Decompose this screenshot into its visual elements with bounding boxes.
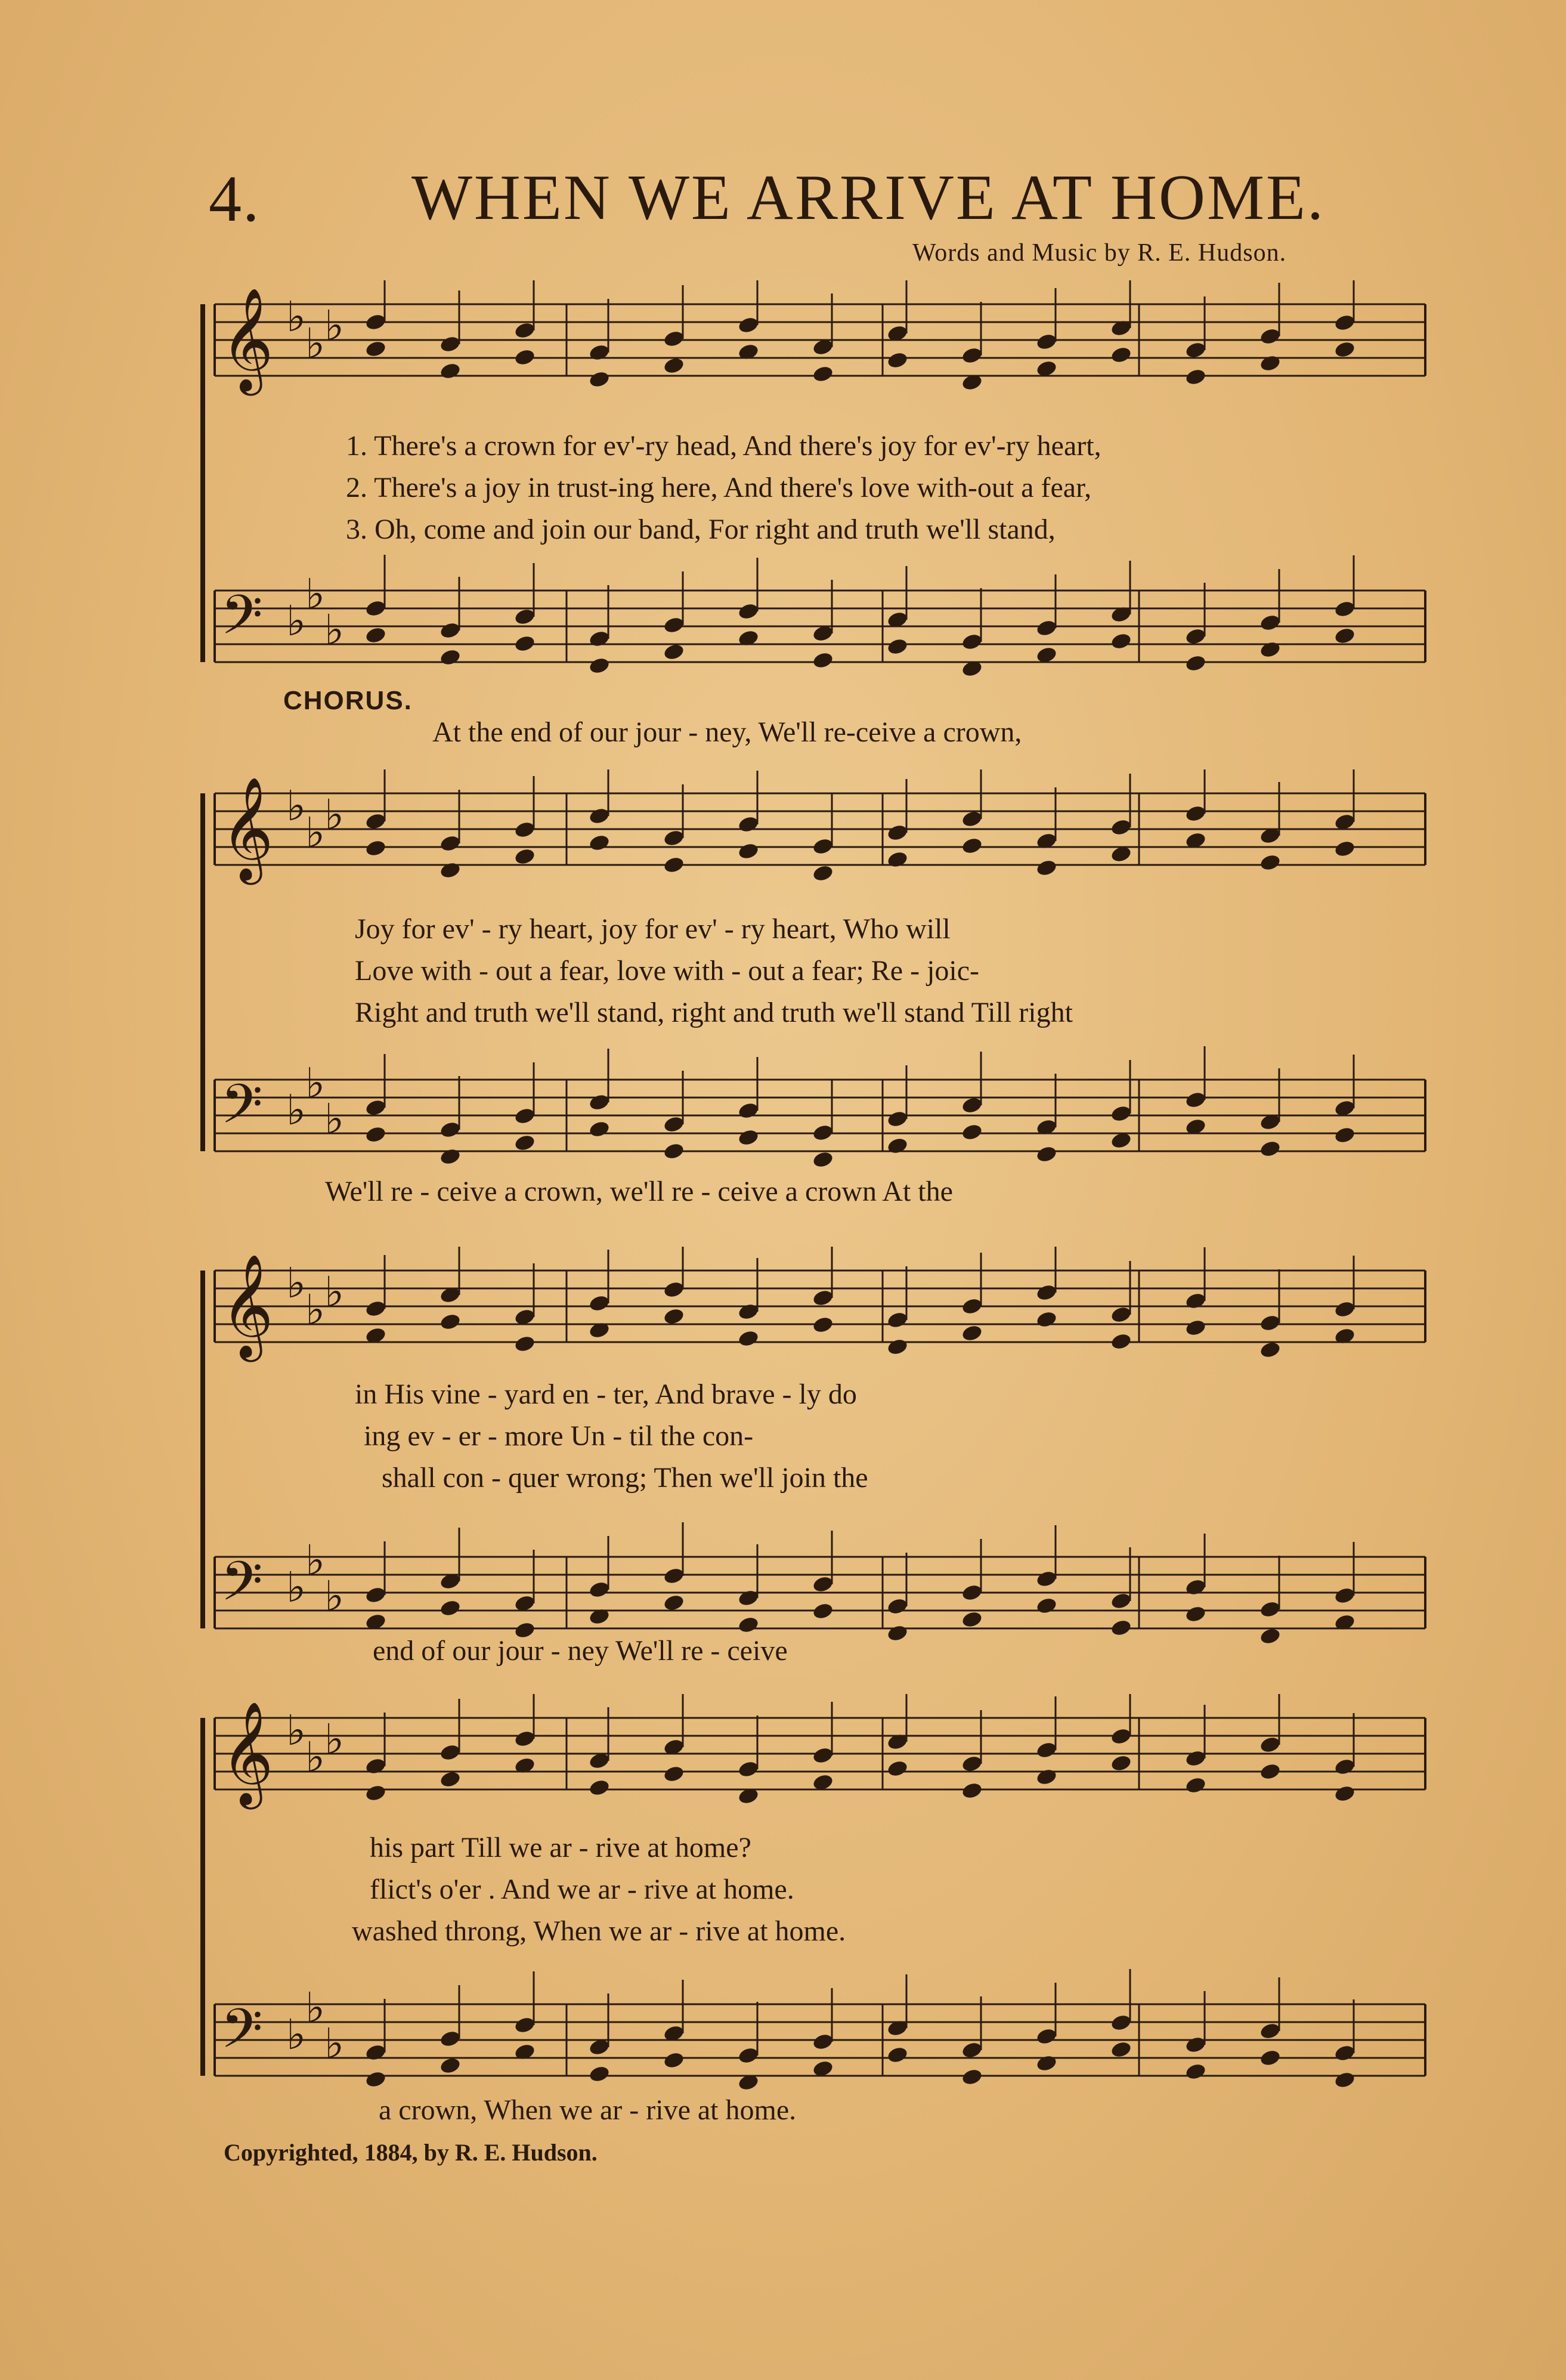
- treble-clef-icon: 𝄞: [221, 1254, 274, 1358]
- note-head-icon: [961, 1123, 983, 1142]
- note-head-icon: [663, 1142, 685, 1161]
- music-system-3: [197, 1247, 1449, 1664]
- lyric-line-3-verse-2: ing ev - er - more Un - til the con-: [364, 1420, 754, 1452]
- note-head-icon: [588, 1580, 611, 1599]
- note-head-icon: [513, 1133, 536, 1152]
- flat-icon: ♭: [286, 1706, 307, 1755]
- note-head-icon: [1333, 2044, 1356, 2063]
- note-head-icon: [513, 1729, 536, 1748]
- note-head-icon: [1259, 2022, 1282, 2041]
- note-head-icon: [1184, 804, 1207, 823]
- note-head-icon: [812, 1575, 834, 1594]
- note-head-icon: [886, 2045, 909, 2064]
- note-head-icon: [737, 2046, 760, 2065]
- note-head-icon: [364, 812, 387, 831]
- note-head-icon: [1333, 626, 1356, 645]
- note-head-icon: [663, 356, 685, 375]
- note-head-icon: [961, 346, 983, 365]
- note-head-icon: [1035, 1767, 1058, 1786]
- note-head-icon: [961, 1781, 983, 1800]
- note-head-icon: [1110, 2013, 1132, 2032]
- treble-clef-icon: 𝄞: [221, 777, 274, 880]
- note-head-icon: [364, 313, 387, 332]
- lyric-line-2-verse-1: Joy for ev' - ry heart, joy for ev' - ry heart, Who will: [355, 913, 951, 945]
- note-head-icon: [737, 1615, 760, 1634]
- note-head-icon: [1110, 1305, 1132, 1324]
- note-head-icon: [513, 1106, 536, 1126]
- note-head-icon: [1184, 1749, 1207, 1768]
- composer-credit: Words and Music by R. E. Hudson.: [912, 239, 1287, 267]
- note-head-icon: [1259, 354, 1282, 373]
- note-head-icon: [1333, 2070, 1356, 2090]
- note-head-icon: [737, 1128, 760, 1147]
- note-head-icon: [1184, 367, 1207, 387]
- note-head-icon: [588, 656, 611, 675]
- flat-icon: ♭: [324, 1572, 345, 1621]
- note-head-icon: [737, 1588, 760, 1608]
- note-head-icon: [588, 833, 611, 852]
- flat-icon: ♭: [286, 1259, 307, 1308]
- treble-staff: [215, 1247, 1425, 1362]
- note-head-icon: [1333, 340, 1356, 359]
- note-head-icon: [886, 351, 909, 370]
- note-head-icon: [961, 1297, 983, 1316]
- bass-staff: [215, 1522, 1425, 1646]
- flat-icon: ♭: [286, 292, 307, 341]
- note-head-icon: [1259, 1313, 1282, 1333]
- note-head-icon: [588, 806, 611, 826]
- note-head-icon: [439, 1743, 462, 1762]
- note-head-icon: [663, 1566, 685, 1585]
- note-head-icon: [1333, 599, 1356, 619]
- note-head-icon: [1184, 1090, 1207, 1109]
- note-head-icon: [1333, 1784, 1356, 1803]
- flat-icon: ♭: [324, 1095, 345, 1143]
- note-head-icon: [439, 621, 462, 640]
- note-head-icon: [1035, 619, 1058, 638]
- note-head-icon: [1259, 1600, 1282, 1619]
- note-head-icon: [1110, 1591, 1132, 1611]
- note-head-icon: [663, 1115, 685, 1134]
- bass-staff: [215, 555, 1425, 678]
- note-head-icon: [1259, 2048, 1282, 2067]
- note-head-icon: [961, 1583, 983, 1602]
- note-head-icon: [961, 809, 983, 829]
- note-head-icon: [812, 1288, 834, 1308]
- treble-clef-icon: 𝄞: [221, 288, 274, 391]
- note-head-icon: [1259, 640, 1282, 659]
- note-head-icon: [812, 364, 834, 384]
- copyright-notice: Copyrighted, 1884, by R. E. Hudson.: [224, 2139, 598, 2166]
- note-head-icon: [1035, 858, 1058, 877]
- note-head-icon: [886, 823, 909, 842]
- note-head-icon: [364, 1757, 387, 1776]
- note-head-icon: [1184, 1605, 1207, 1624]
- lyric-line-2-verse-2: Love with - out a fear, love with - out a fear; Re - joic-: [355, 955, 980, 987]
- note-head-icon: [364, 2043, 387, 2062]
- flat-icon: ♭: [305, 1983, 326, 2032]
- lyric-line-4-verse-1: his part Till we ar - rive at home?: [370, 1832, 751, 1863]
- note-head-icon: [513, 847, 536, 866]
- note-head-icon: [812, 1602, 834, 1621]
- bass-lyric-4: a crown, When we ar - rive at home.: [379, 2094, 797, 2126]
- note-head-icon: [588, 2064, 611, 2084]
- note-head-icon: [663, 829, 685, 848]
- note-head-icon: [663, 616, 685, 635]
- note-head-icon: [1110, 1754, 1132, 1773]
- note-head-icon: [513, 1334, 536, 1353]
- note-head-icon: [886, 637, 909, 656]
- flat-icon: ♭: [286, 1086, 307, 1135]
- note-head-icon: [1035, 2027, 1058, 2046]
- note-head-icon: [961, 1324, 983, 1343]
- note-head-icon: [364, 1299, 387, 1318]
- note-head-icon: [663, 1280, 685, 1299]
- note-head-icon: [364, 1125, 387, 1144]
- hymn-title: WHEN WE ARRIVE AT HOME.: [411, 162, 1325, 233]
- note-head-icon: [1333, 1126, 1356, 1145]
- note-head-icon: [1259, 1340, 1282, 1359]
- note-head-icon: [1333, 313, 1356, 332]
- note-head-icon: [1110, 1727, 1132, 1746]
- bass-clef-icon: 𝄢: [221, 583, 263, 660]
- note-head-icon: [961, 2041, 983, 2060]
- note-head-icon: [663, 1593, 685, 1612]
- note-head-icon: [886, 1109, 909, 1129]
- lyric-line-4-verse-3: washed throng, When we ar - rive at home.: [352, 1915, 846, 1947]
- note-head-icon: [588, 343, 611, 362]
- note-head-icon: [1110, 818, 1132, 837]
- flat-icon: ♭: [286, 1563, 307, 1612]
- lyric-line-1-verse-1: 1. There's a crown for ev'-ry head, And there's joy for ev'-ry heart,: [346, 430, 1101, 462]
- note-head-icon: [1259, 1627, 1282, 1646]
- lyric-line-1-verse-3: 3. Oh, come and join our band, For right and truth we'll stand,: [346, 514, 1056, 545]
- note-head-icon: [1184, 341, 1207, 360]
- note-head-icon: [439, 861, 462, 880]
- note-head-icon: [812, 2032, 834, 2051]
- note-head-icon: [1110, 345, 1132, 364]
- note-head-icon: [364, 2070, 387, 2089]
- lyric-line-4-verse-2: flict's o'er . And we ar - rive at home.: [370, 1874, 794, 1905]
- note-head-icon: [961, 632, 983, 651]
- note-head-icon: [364, 1585, 387, 1605]
- flat-icon: ♭: [324, 1715, 345, 1764]
- note-head-icon: [812, 837, 834, 856]
- flat-icon: ♭: [305, 1536, 326, 1585]
- bass-staff: [215, 1046, 1425, 1169]
- note-head-icon: [1110, 632, 1132, 651]
- note-head-icon: [364, 599, 387, 618]
- note-head-icon: [737, 316, 760, 335]
- note-head-icon: [1184, 627, 1207, 646]
- note-head-icon: [1184, 2035, 1207, 2054]
- note-head-icon: [588, 370, 611, 389]
- note-head-icon: [1110, 1332, 1132, 1351]
- note-head-icon: [1259, 1139, 1282, 1158]
- note-head-icon: [961, 1096, 983, 1115]
- note-head-icon: [812, 1746, 834, 1765]
- note-head-icon: [1259, 613, 1282, 632]
- note-head-icon: [513, 321, 536, 340]
- note-head-icon: [1110, 1104, 1132, 1123]
- note-head-icon: [886, 1759, 909, 1778]
- chorus-label: CHORUS.: [283, 686, 413, 715]
- flat-icon: ♭: [286, 2010, 307, 2059]
- note-head-icon: [1333, 839, 1356, 858]
- note-head-icon: [1184, 1291, 1207, 1310]
- lyric-line-1-verse-2: 2. There's a joy in trust-ing here, And there's love with-out a fear,: [346, 472, 1092, 503]
- note-head-icon: [1035, 332, 1058, 351]
- flat-icon: ♭: [324, 1268, 345, 1316]
- note-head-icon: [1035, 1741, 1058, 1760]
- note-head-icon: [663, 2051, 685, 2070]
- treble-staff: [215, 769, 1425, 885]
- note-head-icon: [1333, 1757, 1356, 1776]
- note-head-icon: [961, 2067, 983, 2087]
- hymn-number: 4.: [209, 162, 261, 235]
- note-head-icon: [1184, 2062, 1207, 2081]
- note-head-icon: [513, 348, 536, 367]
- flat-icon: ♭: [324, 2019, 345, 2068]
- note-head-icon: [663, 329, 685, 348]
- note-head-icon: [961, 1754, 983, 1773]
- lyric-line-2-verse-3: Right and truth we'll stand, right and truth we'll stand Till right: [355, 997, 1073, 1028]
- note-head-icon: [1333, 1300, 1356, 1319]
- note-head-icon: [1035, 2054, 1058, 2073]
- treble-bass-staff-3: [197, 1247, 1449, 1664]
- note-head-icon: [439, 834, 462, 853]
- bass-clef-icon: 𝄢: [221, 1072, 263, 1149]
- lyric-line-3-verse-3: shall con - quer wrong; Then we'll join the: [382, 1462, 868, 1494]
- note-head-icon: [364, 1784, 387, 1803]
- note-head-icon: [439, 2056, 462, 2075]
- flat-icon: ♭: [305, 319, 326, 368]
- note-head-icon: [886, 1136, 909, 1155]
- note-head-icon: [1184, 654, 1207, 673]
- note-head-icon: [812, 1150, 834, 1169]
- note-head-icon: [1184, 1318, 1207, 1337]
- note-head-icon: [1333, 1586, 1356, 1605]
- flat-icon: ♭: [324, 605, 345, 654]
- note-head-icon: [737, 815, 760, 834]
- note-head-icon: [737, 1329, 760, 1348]
- bass-lyric-3: end of our jour - ney We'll re - ceive: [373, 1635, 788, 1667]
- note-head-icon: [439, 335, 462, 354]
- note-head-icon: [588, 629, 611, 648]
- flat-icon: ♭: [305, 1059, 326, 1108]
- note-head-icon: [364, 839, 387, 858]
- note-head-icon: [812, 1123, 834, 1142]
- note-head-icon: [812, 1315, 834, 1334]
- note-head-icon: [886, 1337, 909, 1356]
- note-head-icon: [737, 602, 760, 621]
- note-head-icon: [663, 1764, 685, 1784]
- note-head-icon: [737, 1302, 760, 1321]
- note-head-icon: [961, 1610, 983, 1629]
- note-head-icon: [1035, 1310, 1058, 1329]
- note-head-icon: [364, 626, 387, 645]
- flat-icon: ♭: [305, 1285, 326, 1334]
- note-head-icon: [886, 1597, 909, 1616]
- flat-icon: ♭: [305, 808, 326, 857]
- note-head-icon: [1259, 1762, 1282, 1781]
- flat-icon: ♭: [324, 301, 345, 350]
- note-head-icon: [663, 1307, 685, 1326]
- bass-clef-icon: 𝄢: [221, 1997, 263, 2073]
- note-head-icon: [1035, 1569, 1058, 1588]
- note-head-icon: [737, 842, 760, 861]
- note-head-icon: [513, 820, 536, 839]
- note-head-icon: [439, 2029, 462, 2048]
- note-head-icon: [886, 1310, 909, 1330]
- note-head-icon: [1259, 1735, 1282, 1754]
- bass-lyric-1: At the end of our jour - ney, We'll re-ceive a crown,: [432, 716, 1022, 748]
- note-head-icon: [1110, 2040, 1132, 2059]
- note-head-icon: [663, 855, 685, 874]
- note-head-icon: [886, 850, 909, 869]
- flat-icon: ♭: [305, 1733, 326, 1782]
- note-head-icon: [439, 1599, 462, 1618]
- note-head-icon: [439, 1312, 462, 1331]
- flat-icon: ♭: [286, 781, 307, 830]
- note-head-icon: [737, 1101, 760, 1120]
- bass-lyric-2: We'll re - ceive a crown, we'll re - ceive a crown At the: [325, 1176, 953, 1207]
- note-head-icon: [513, 607, 536, 626]
- flat-icon: ♭: [324, 790, 345, 839]
- note-head-icon: [1035, 1596, 1058, 1615]
- note-head-icon: [439, 361, 462, 381]
- note-head-icon: [439, 1770, 462, 1789]
- treble-staff: [215, 1694, 1425, 1810]
- note-head-icon: [439, 1120, 462, 1139]
- note-head-icon: [513, 634, 536, 653]
- note-head-icon: [513, 2016, 536, 2035]
- note-head-icon: [439, 648, 462, 667]
- note-head-icon: [588, 1294, 611, 1313]
- note-head-icon: [364, 1098, 387, 1117]
- note-head-icon: [1035, 1283, 1058, 1302]
- note-head-icon: [1259, 327, 1282, 346]
- note-head-icon: [1110, 1618, 1132, 1637]
- note-head-icon: [1184, 1578, 1207, 1597]
- treble-staff: [215, 280, 1425, 396]
- note-head-icon: [737, 1760, 760, 1779]
- note-head-icon: [588, 1778, 611, 1797]
- note-head-icon: [588, 1093, 611, 1112]
- note-head-icon: [439, 1147, 462, 1166]
- flat-icon: ♭: [286, 596, 307, 645]
- bass-clef-icon: 𝄢: [221, 1550, 263, 1626]
- note-head-icon: [961, 836, 983, 855]
- note-head-icon: [812, 864, 834, 883]
- note-head-icon: [663, 642, 685, 662]
- treble-clef-icon: 𝄞: [221, 1701, 274, 1805]
- bass-staff: [215, 1969, 1425, 2092]
- flat-icon: ♭: [305, 570, 326, 619]
- note-head-icon: [812, 651, 834, 670]
- note-head-icon: [886, 1624, 909, 1643]
- note-head-icon: [1184, 1776, 1207, 1795]
- note-head-icon: [364, 339, 387, 358]
- lyric-line-3-verse-1: in His vine - yard en - ter, And brave - ly do: [355, 1378, 857, 1410]
- note-head-icon: [1035, 1145, 1058, 1164]
- note-head-icon: [588, 1120, 611, 1139]
- note-head-icon: [1259, 853, 1282, 872]
